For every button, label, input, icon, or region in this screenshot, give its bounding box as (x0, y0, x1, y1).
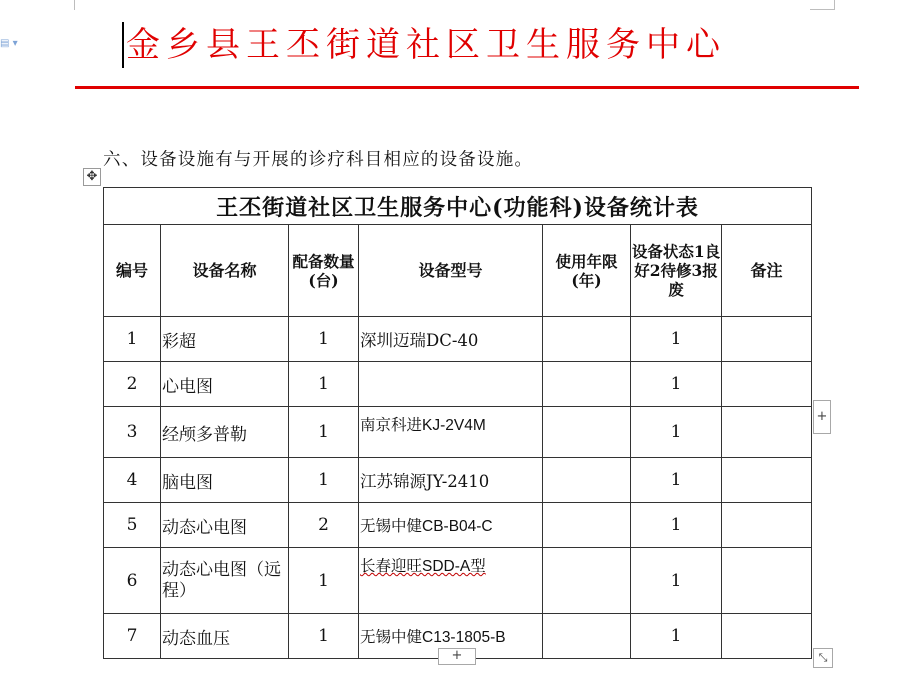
header-remark: 备注 (722, 225, 812, 317)
cell-years (543, 362, 631, 407)
table-row (104, 407, 812, 458)
cell-model: 南京科进KJ-2V4M (359, 407, 543, 458)
page-corner-mark-right-h (810, 9, 835, 10)
cell-qty: 1 (289, 614, 359, 659)
table-row (104, 503, 812, 548)
cell-years (543, 614, 631, 659)
document-title: 金乡县王丕街道社区卫生服务中心 (126, 25, 726, 65)
plus-icon: + (451, 648, 463, 663)
model-text-spellcheck: 长春迎旺SDD-A型 (360, 558, 486, 575)
section-heading: 六、设备设施有与开展的诊疗科目相应的设备设施。 (103, 150, 534, 170)
cell-no: 4 (104, 458, 161, 503)
cell-model: 无锡中健CB-B04-C (359, 503, 543, 548)
cell-status: 1 (631, 317, 722, 362)
cell-model: 无锡中健C13-1805-B (359, 614, 543, 659)
cell-remark (722, 362, 812, 407)
cell-qty: 1 (289, 458, 359, 503)
cell-years (543, 548, 631, 614)
cell-model: 江苏锦源JY-2410 (359, 458, 543, 503)
cell-no: 7 (104, 614, 161, 659)
cell-no: 3 (104, 407, 161, 458)
table-row (104, 362, 812, 407)
cell-status: 1 (631, 362, 722, 407)
header-model: 设备型号 (359, 225, 543, 317)
cell-status: 1 (631, 548, 722, 614)
table-row (104, 548, 812, 614)
cell-remark (722, 458, 812, 503)
header-qty: 配备数量(台) (289, 225, 359, 317)
cell-no: 2 (104, 362, 161, 407)
cell-qty: 1 (289, 407, 359, 458)
cell-name: 动态心电图 (161, 503, 289, 548)
cell-status: 1 (631, 503, 722, 548)
cell-qty: 1 (289, 362, 359, 407)
cell-name: 动态心电图（远程） (161, 548, 289, 614)
cell-name: 彩超 (161, 317, 289, 362)
table-move-handle[interactable] (83, 168, 101, 186)
cell-no: 1 (104, 317, 161, 362)
cell-years (543, 407, 631, 458)
cell-years (543, 503, 631, 548)
cell-years (543, 317, 631, 362)
table-resize-handle[interactable] (813, 648, 833, 668)
table-title: 王丕街道社区卫生服务中心(功能科)设备统计表 (104, 188, 812, 225)
header-years: 使用年限(年) (543, 225, 631, 317)
add-row-button[interactable] (438, 648, 476, 665)
cell-status: 1 (631, 458, 722, 503)
header-name: 设备名称 (161, 225, 289, 317)
cell-remark (722, 548, 812, 614)
cell-model (359, 362, 543, 407)
cell-remark (722, 407, 812, 458)
cell-qty: 2 (289, 503, 359, 548)
cell-qty: 1 (289, 317, 359, 362)
title-red-rule (75, 86, 859, 89)
cell-years (543, 458, 631, 503)
cell-name: 脑电图 (161, 458, 289, 503)
equipment-table (103, 187, 812, 659)
cell-qty: 1 (289, 548, 359, 614)
cell-remark (722, 317, 812, 362)
cell-name: 动态血压 (161, 614, 289, 659)
table-row (104, 317, 812, 362)
resize-icon: ⤡ (818, 651, 828, 664)
paste-options-icon[interactable]: ▤ ▾ (0, 38, 18, 49)
cell-remark (722, 614, 812, 659)
add-column-button[interactable] (813, 400, 831, 434)
table-header-row (104, 225, 812, 317)
cell-no: 6 (104, 548, 161, 614)
plus-icon: + (816, 409, 828, 424)
header-no: 编号 (104, 225, 161, 317)
cell-status: 1 (631, 407, 722, 458)
page-corner-mark-left (74, 0, 75, 10)
table-row (104, 458, 812, 503)
text-cursor (122, 22, 124, 68)
cell-status: 1 (631, 614, 722, 659)
header-status: 设备状态1良好2待修3报废 (631, 225, 722, 317)
cell-model (359, 548, 543, 614)
cell-name: 经颅多普勒 (161, 407, 289, 458)
cell-remark (722, 503, 812, 548)
cell-model: 深圳迈瑞DC-40 (359, 317, 543, 362)
cell-name: 心电图 (161, 362, 289, 407)
cell-no: 5 (104, 503, 161, 548)
move-icon: ✥ (86, 169, 98, 184)
